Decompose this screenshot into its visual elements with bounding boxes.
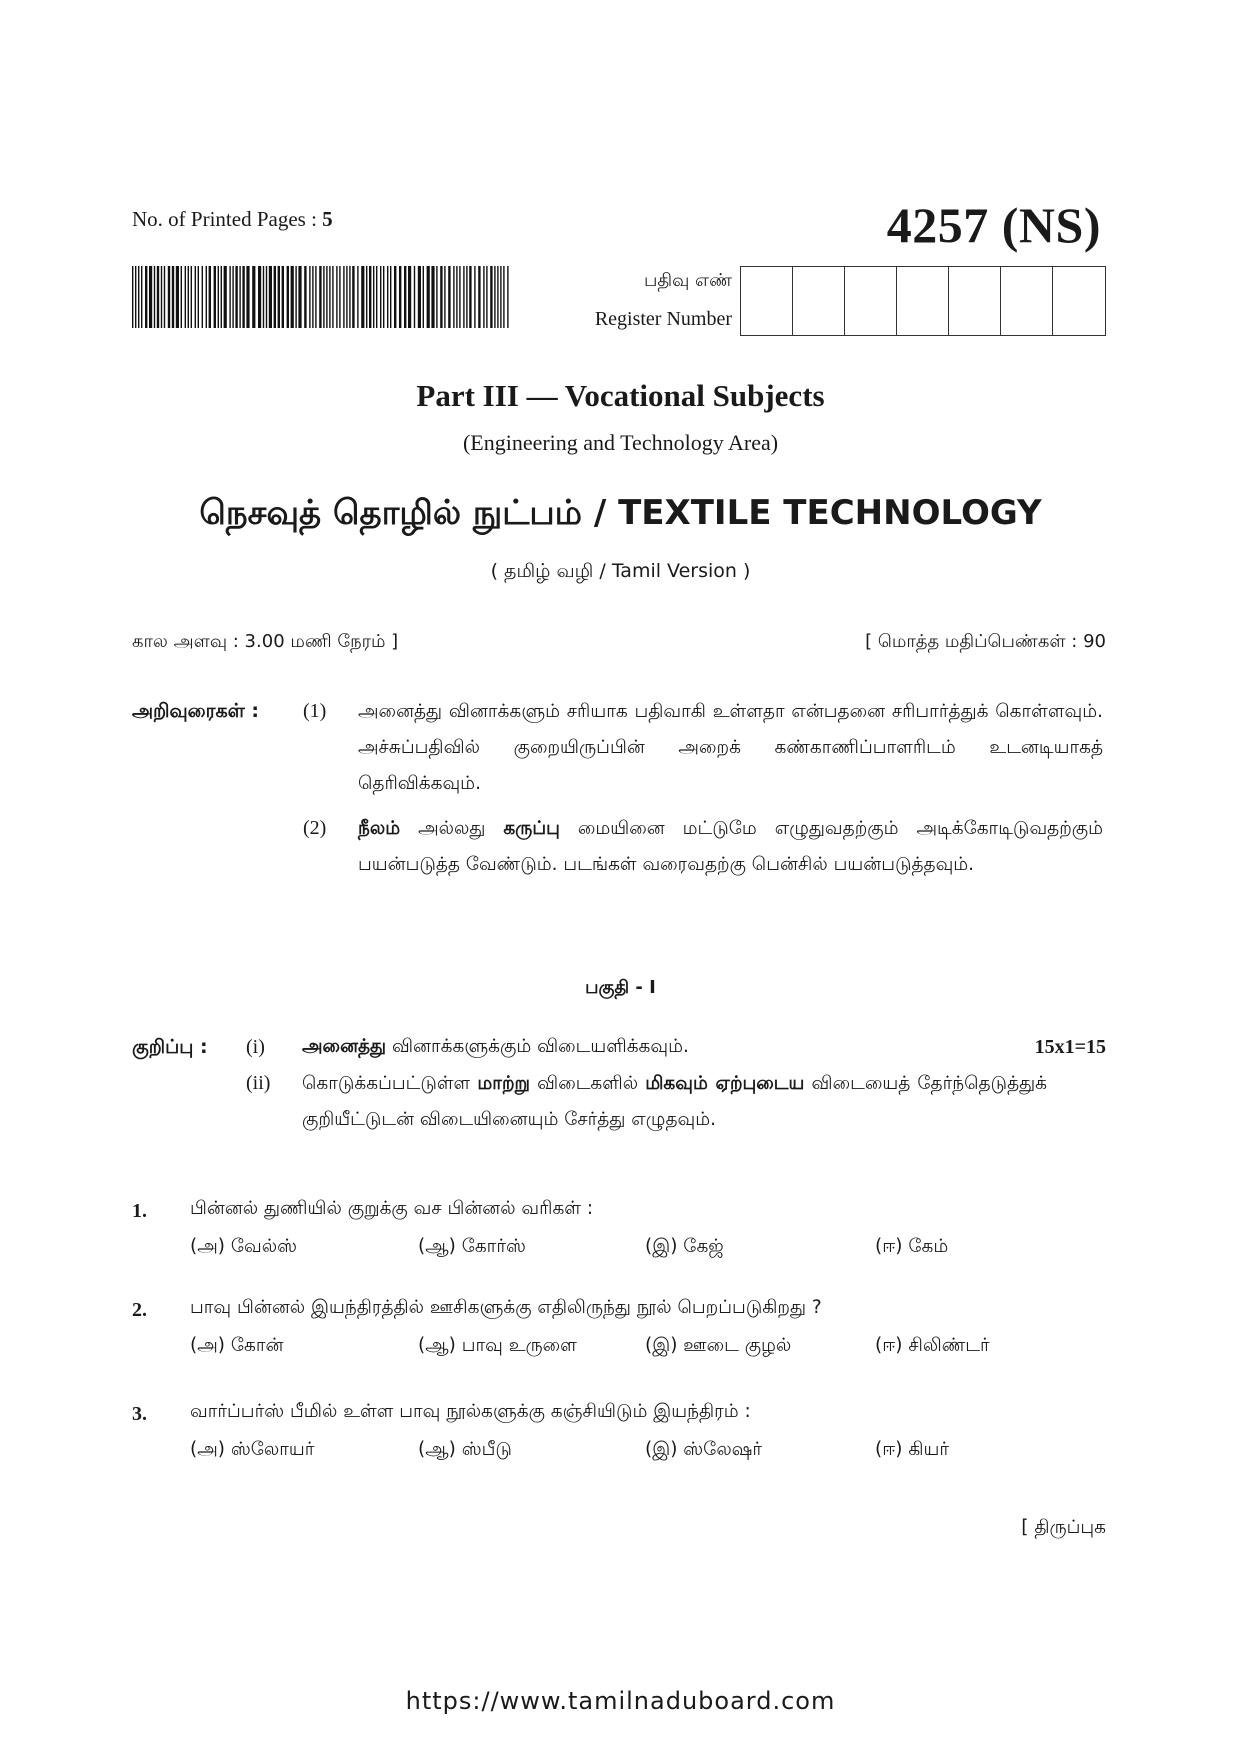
instruction-text xyxy=(358,811,1103,883)
turn-over-label: [ திருப்புக xyxy=(1021,1517,1106,1538)
register-number-boxes xyxy=(740,266,1106,336)
option-a: (அ) கோன் xyxy=(190,1335,284,1356)
register-label-tamil: பதிவு எண் xyxy=(643,270,732,291)
note-mid: விடைகளில் xyxy=(530,1073,646,1094)
note-text xyxy=(302,1066,1047,1138)
register-box xyxy=(1053,267,1105,335)
option-d: (ஈ) கியர் xyxy=(875,1439,950,1460)
note-text xyxy=(302,1036,689,1059)
register-box xyxy=(1001,267,1053,335)
section-marks: 15x1=15 xyxy=(1034,1036,1106,1058)
instruction-number: (1) xyxy=(303,700,327,722)
question-number: 2. xyxy=(132,1299,147,1321)
barcode-image xyxy=(132,266,512,328)
register-box xyxy=(897,267,949,335)
option-c: (இ) ஸ்லேஷர் xyxy=(645,1439,763,1460)
option-a: (அ) ஸ்லோயர் xyxy=(190,1439,315,1460)
option-b: (ஆ) கோர்ஸ் xyxy=(418,1236,526,1257)
register-box xyxy=(741,267,793,335)
option-b: (ஆ) ஸ்பீடு xyxy=(418,1439,512,1460)
instruction-bold-black: கருப்பு xyxy=(503,818,560,839)
note-number: (ii) xyxy=(246,1072,271,1094)
question-text: பின்னல் துணியில் குறுக்கு வச பின்னல் வரிகள் : xyxy=(190,1198,594,1219)
note-label: குறிப்பு : xyxy=(132,1036,208,1058)
option-d: (ஈ) கேம் xyxy=(875,1236,949,1257)
register-box xyxy=(845,267,897,335)
instructions-label: அறிவுரைகள் : xyxy=(132,700,259,722)
part-title: Part III — Vocational Subjects xyxy=(416,378,825,413)
printed-pages-info xyxy=(132,207,333,232)
instruction-text: அனைத்து வினாக்களும் சரியாக பதிவாகி உள்ளதா என்பதனை சரிபார்த்துக் கொள்ளவும். அச்சுப்பதிவில் குறையிருப்பின் அறைக் கண்காணிப்பாளரிடம் உடனடியாகத் தெரிவிக்கவும். xyxy=(358,701,1103,794)
register-box xyxy=(793,267,845,335)
note-number: (i) xyxy=(246,1036,265,1058)
instruction-connector: அல்லது xyxy=(400,818,504,839)
subject-title: நெசவுத் தொழில் நுட்பம் / TEXTILE TECHNOLOGY xyxy=(199,493,1042,533)
note-pre: கொடுக்கப்பட்டுள்ள xyxy=(302,1073,478,1094)
question-text: பாவு பின்னல் இயந்திரத்தில் ஊசிகளுக்கு எதிலிருந்து நூல் பெறப்படுகிறது ? xyxy=(190,1297,822,1318)
option-b: (ஆ) பாவு உருளை xyxy=(418,1335,577,1356)
question-text: வார்ப்பர்ஸ் பீமில் உள்ள பாவு நூல்களுக்கு கஞ்சியிடும் இயந்திரம் : xyxy=(190,1401,751,1422)
note-rest: விடையைத் தேர்ந்தெடுத்துக் குறியீட்டுடன் விடையினையும் சேர்த்து எழுதவும். xyxy=(302,1073,1047,1130)
option-c: (இ) ஊடை குழல் xyxy=(645,1335,792,1356)
question-number: 1. xyxy=(132,1200,147,1222)
subject-area: (Engineering and Technology Area) xyxy=(462,430,779,455)
instruction-rest: மையினை மட்டுமே எழுதுவதற்கும் அடிக்கோடிடுவதற்கும் பயன்படுத்த வேண்டும். படங்கள் வரைவதற்கு பென்சில் பயன்படுத்தவும். xyxy=(358,818,1104,875)
version-label: ( தமிழ் வழி / Tamil Version ) xyxy=(490,560,751,582)
option-d: (ஈ) சிலிண்டர் xyxy=(875,1335,990,1356)
instruction-number: (2) xyxy=(303,817,327,839)
note-bold: மாற்று xyxy=(477,1073,530,1094)
printed-pages-value: 5 xyxy=(322,207,333,231)
register-label-english: Register Number xyxy=(594,308,732,330)
printed-pages-label: No. of Printed Pages : xyxy=(132,207,317,231)
footer-url[interactable]: https://www.tamilnaduboard.com xyxy=(405,1687,836,1715)
note-bold: மிகவும் ஏற்புடைய xyxy=(645,1073,805,1094)
instruction-bold-blue: நீலம் xyxy=(358,818,401,839)
option-c: (இ) கேஜ் xyxy=(645,1236,724,1257)
note-bold: அனைத்து xyxy=(302,1036,387,1057)
total-marks: [ மொத்த மதிப்பெண்கள் : 90 xyxy=(865,631,1106,652)
register-box xyxy=(949,267,1001,335)
question-number: 3. xyxy=(132,1403,147,1425)
exam-duration: கால அளவு : 3.00 மணி நேரம் ] xyxy=(132,631,399,652)
option-a: (அ) வேல்ஸ் xyxy=(190,1236,297,1257)
note-rest: வினாக்களுக்கும் விடையளிக்கவும். xyxy=(386,1036,689,1057)
paper-code: 4257 (NS) xyxy=(886,197,1101,253)
section-heading: பகுதி - I xyxy=(585,977,656,998)
